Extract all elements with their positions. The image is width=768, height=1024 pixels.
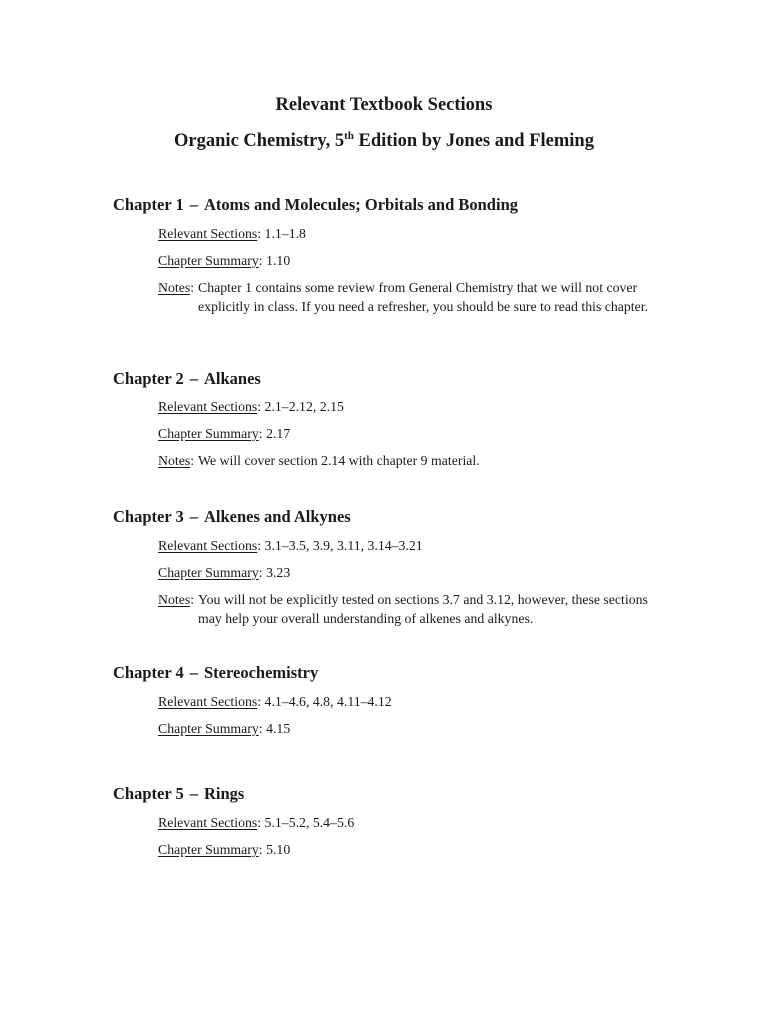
relevant-sections-line: Relevant Sections: 5.1–5.2, 5.4–5.6 xyxy=(158,815,355,830)
chapter-summary-label: Chapter Summary xyxy=(158,253,259,268)
relevant-sections-line: Relevant Sections: 3.1–3.5, 3.9, 3.11, 3.14–3.21 xyxy=(158,538,423,553)
relevant-sections-label: Relevant Sections xyxy=(158,815,258,830)
relevant-sections-value: 4.1–4.6, 4.8, 4.11–4.12 xyxy=(264,694,392,709)
relevant-sections-label: Relevant Sections xyxy=(158,399,258,414)
chapter-heading xyxy=(113,784,244,804)
chapter-title: Stereochemistry xyxy=(204,663,319,682)
chapter-summary-line: Chapter Summary: 2.17 xyxy=(158,426,291,441)
chapter-dash: – xyxy=(189,507,198,526)
chapter-number: Chapter 4 xyxy=(113,663,184,682)
notes-block xyxy=(158,591,658,628)
chapter-dash: – xyxy=(189,195,198,214)
title-line-1: Relevant Textbook Sections xyxy=(275,95,493,115)
notes-text: Chapter 1 contains some review from General Chemistry that we will not cover explicitly in class. If you need a refresher, you should be sure to read this chapter. xyxy=(198,280,649,314)
chapter-title: Rings xyxy=(204,784,245,803)
document-subtitle xyxy=(0,131,768,152)
notes-label: Notes xyxy=(158,280,191,295)
notes-label-wrap: Notes: xyxy=(158,453,195,468)
subtitle-text: Organic Chemistry, 5 xyxy=(174,131,345,151)
chapter-dash: – xyxy=(189,663,198,682)
relevant-sections-label: Relevant Sections xyxy=(158,694,258,709)
relevant-sections-value: 2.1–2.12, 2.15 xyxy=(264,399,344,414)
notes-block xyxy=(158,452,658,471)
chapter-title: Atoms and Molecules; Orbitals and Bonding xyxy=(204,195,518,214)
chapter-number: Chapter 3 xyxy=(113,507,184,526)
relevant-sections-value: 1.1–1.8 xyxy=(264,226,306,241)
relevant-sections-line: Relevant Sections: 4.1–4.6, 4.8, 4.11–4.12 xyxy=(158,694,392,709)
chapter-summary-line: Chapter Summary: 1.10 xyxy=(158,253,291,268)
relevant-sections-line: Relevant Sections: 1.1–1.8 xyxy=(158,226,306,241)
subtitle-superscript: th xyxy=(344,129,354,142)
relevant-sections-line: Relevant Sections: 2.1–2.12, 2.15 xyxy=(158,399,344,414)
notes-text: We will cover section 2.14 with chapter 9 material. xyxy=(198,453,480,468)
relevant-sections-label: Relevant Sections xyxy=(158,538,258,553)
chapter-summary-line: Chapter Summary: 4.15 xyxy=(158,721,291,736)
notes-label: Notes xyxy=(158,453,191,468)
chapter-summary-line: Chapter Summary: 3.23 xyxy=(158,565,291,580)
chapter-number: Chapter 5 xyxy=(113,784,184,803)
subtitle-text-rest: Edition by Jones and Fleming xyxy=(353,131,594,151)
relevant-sections-label: Relevant Sections xyxy=(158,226,258,241)
chapter-heading xyxy=(113,369,261,389)
relevant-sections-value: 3.1–3.5, 3.9, 3.11, 3.14–3.21 xyxy=(264,538,423,553)
chapter-title: Alkanes xyxy=(204,369,261,388)
chapter-heading xyxy=(113,663,318,683)
notes-block xyxy=(158,279,658,316)
chapter-number: Chapter 2 xyxy=(113,369,184,388)
chapter-summary-line: Chapter Summary: 5.10 xyxy=(158,842,291,857)
chapter-summary-value: 2.17 xyxy=(266,426,291,441)
chapter-summary-label: Chapter Summary xyxy=(158,721,259,736)
chapter-summary-value: 1.10 xyxy=(266,253,291,268)
chapter-summary-value: 4.15 xyxy=(266,721,291,736)
chapter-number: Chapter 1 xyxy=(113,195,184,214)
chapter-dash: – xyxy=(189,369,198,388)
notes-label-wrap: Notes: xyxy=(158,280,195,295)
document-title xyxy=(0,95,768,116)
notes-label: Notes xyxy=(158,592,191,607)
chapter-title: Alkenes and Alkynes xyxy=(204,507,351,526)
chapter-heading xyxy=(113,195,518,215)
chapter-summary-label: Chapter Summary xyxy=(158,842,259,857)
chapter-summary-value: 3.23 xyxy=(266,565,291,580)
chapter-summary-label: Chapter Summary xyxy=(158,565,259,580)
chapter-summary-label: Chapter Summary xyxy=(158,426,259,441)
notes-label-wrap: Notes: xyxy=(158,592,195,607)
chapter-summary-value: 5.10 xyxy=(266,842,291,857)
notes-text: You will not be explicitly tested on sections 3.7 and 3.12, however, these sections may help your overall understanding of alkenes and alkynes. xyxy=(198,592,648,626)
chapter-dash: – xyxy=(189,784,198,803)
chapter-heading xyxy=(113,507,351,527)
relevant-sections-value: 5.1–5.2, 5.4–5.6 xyxy=(264,815,355,830)
